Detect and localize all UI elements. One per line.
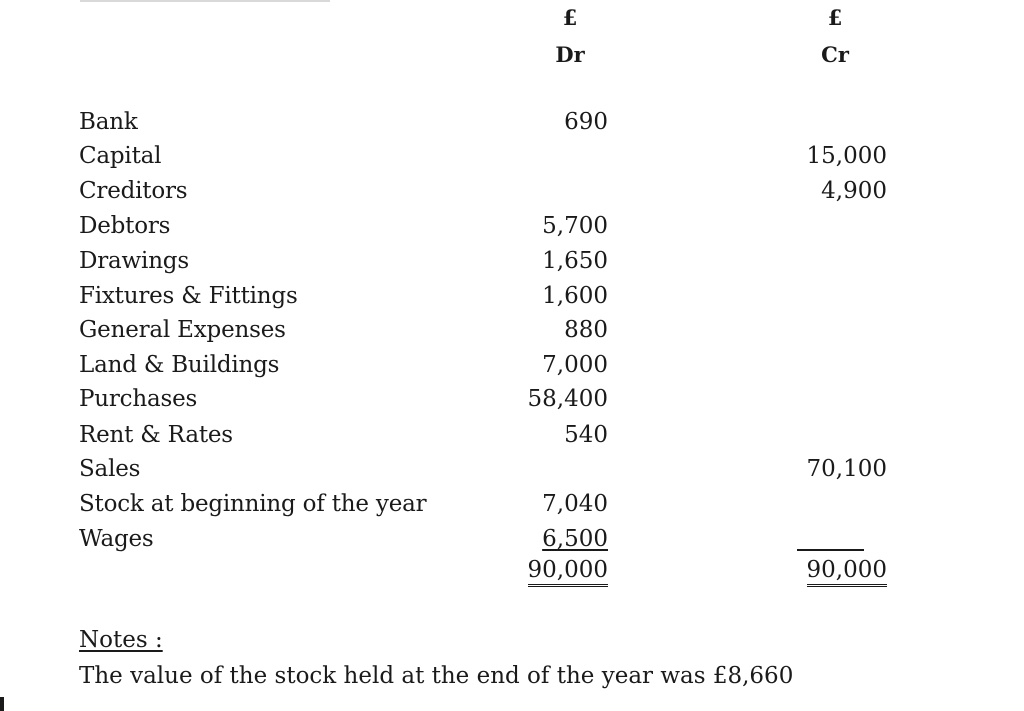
account-name: Capital: [79, 143, 162, 169]
debit-label: Dr: [555, 42, 585, 67]
ledger-row-creditors: [79, 174, 909, 208]
debit-column-header: [530, 6, 610, 67]
credit-subtotal-line: [797, 549, 864, 551]
totals-row: [79, 556, 909, 590]
ledger-row-rent-rates: [79, 418, 909, 452]
debit-amount: 1,600: [542, 283, 608, 309]
ledger-row-wages: [79, 522, 909, 556]
debit-currency-symbol: £: [562, 5, 578, 30]
account-name: Debtors: [79, 213, 171, 239]
credit-amount: 4,900: [821, 178, 887, 204]
credit-column-header: [795, 6, 875, 67]
debit-amount: 7,040: [542, 491, 608, 517]
debit-amount: 1,650: [542, 248, 608, 274]
ledger-row-opening-stock: [79, 487, 909, 521]
debit-amount: 690: [564, 109, 608, 135]
account-name: Drawings: [79, 248, 189, 274]
ledger-row-purchases: [79, 382, 909, 416]
credit-amount: 15,000: [806, 143, 887, 169]
debit-amount: 7,000: [542, 352, 608, 378]
credit-amount: 70,100: [806, 456, 887, 482]
ledger-row-bank: [79, 105, 909, 139]
top-rule: [80, 0, 330, 2]
debit-amount: 540: [564, 422, 608, 448]
credit-total: 90,000: [807, 556, 887, 587]
ledger-row-debtors: [79, 209, 909, 243]
ledger-row-general-expenses: [79, 313, 909, 347]
account-name: Wages: [79, 526, 154, 552]
account-name: General Expenses: [79, 317, 286, 343]
account-name: Fixtures & Fittings: [79, 283, 298, 309]
ledger-row-fixtures-fittings: [79, 279, 909, 313]
account-name: Land & Buildings: [79, 352, 280, 378]
account-name: Sales: [79, 456, 141, 482]
debit-amount: 880: [564, 317, 608, 343]
debit-amount: 6,500: [542, 526, 608, 552]
notes-text: The value of the stock held at the end of the year was £8,660: [79, 663, 794, 689]
account-name: Stock at beginning of the year: [79, 491, 427, 517]
debit-amount: 5,700: [542, 213, 608, 239]
account-name: Rent & Rates: [79, 422, 233, 448]
page-edge-mark: [0, 697, 4, 711]
debit-amount: 58,400: [527, 386, 608, 412]
notes-heading: Notes :: [79, 627, 163, 653]
account-name: Bank: [79, 109, 138, 135]
credit-label: Cr: [821, 42, 849, 67]
ledger-row-capital: [79, 139, 909, 173]
credit-currency-symbol: £: [827, 5, 843, 30]
account-name: Purchases: [79, 386, 198, 412]
ledger-row-sales: [79, 452, 909, 486]
debit-total: 90,000: [528, 556, 608, 587]
ledger-row-drawings: [79, 244, 909, 278]
ledger-row-land-buildings: [79, 348, 909, 382]
account-name: Creditors: [79, 178, 188, 204]
